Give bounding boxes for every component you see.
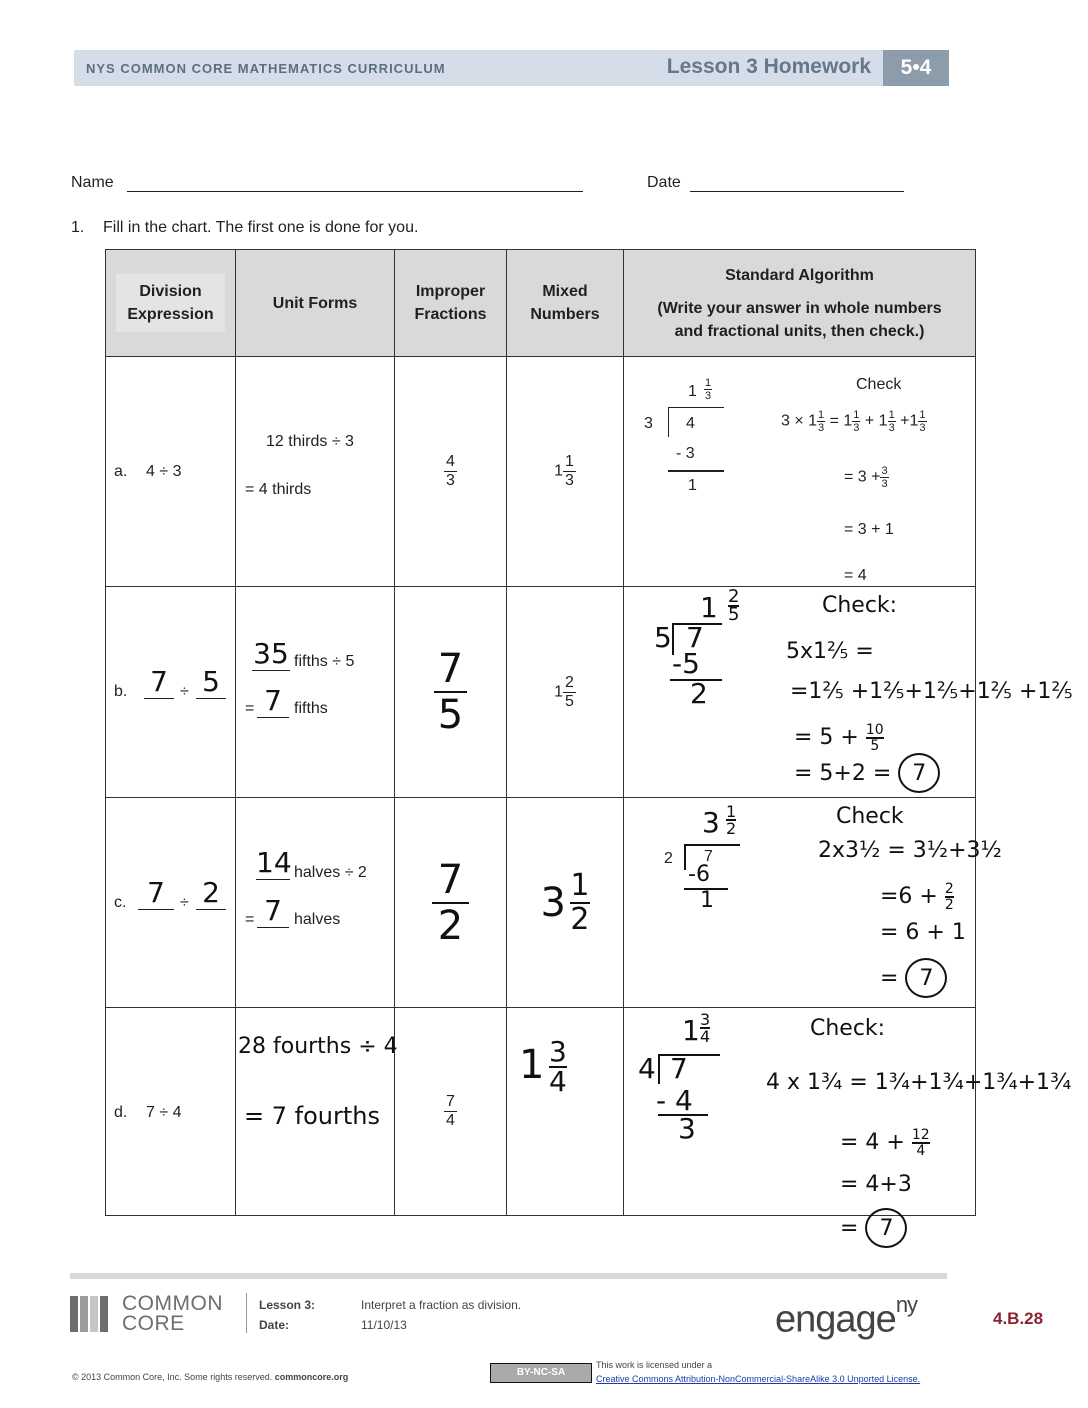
improper-fraction: $\frac{4}{3}$ <box>446 453 455 489</box>
footer-lesson-value: Interpret a fraction as division. <box>361 1298 522 1312</box>
cell-mixed[interactable]: 1 3 4 <box>507 1008 624 1216</box>
header-bar <box>74 50 949 86</box>
logo-bar <box>90 1296 98 1332</box>
answer-circle: 7 <box>865 1208 907 1248</box>
improper-fraction: $\frac{7}{2}$ <box>432 858 469 948</box>
cell-mixed[interactable]: 3 $\frac{1}{2}$ <box>507 798 624 1008</box>
cell-expression: d. 7 ÷ 4 <box>106 1008 236 1216</box>
mixed-fraction: $\frac{1}{2}$ <box>570 867 590 937</box>
logo-bar <box>100 1296 108 1332</box>
mixed-fraction: $\frac{2}{5}$ <box>565 673 574 710</box>
engageny-logo: engage$^{ny}$ <box>775 1292 918 1341</box>
question-text: Fill in the chart. The first one is done for you. <box>103 219 419 236</box>
answer-circle: 7 <box>905 958 947 998</box>
name-label: Name <box>71 174 114 191</box>
cell-unit-forms[interactable]: 14 halves ÷ 2 = 7 halves <box>236 798 395 1008</box>
table-row <box>106 357 976 587</box>
cc-license-badge: BY-NC-SA <box>490 1363 592 1383</box>
division-bracket <box>668 407 724 437</box>
cell-unit-forms[interactable]: 35 fifths ÷ 5 = 7 fifths <box>236 587 395 798</box>
cell-expression[interactable]: b. 7 ÷ 5 <box>106 587 236 798</box>
cell-mixed: 1 $\frac{1}{3}$ <box>507 357 624 587</box>
header-division: Division Expression <box>106 250 236 357</box>
check-line: = 3 + $\frac{3}{3}$ <box>844 465 888 490</box>
cell-unit-forms[interactable]: 28 fourths ÷ 4 = 7 fourths <box>236 1008 395 1216</box>
improper-fraction: $\frac{7}{5}$ <box>434 647 467 737</box>
date-field[interactable] <box>690 191 904 192</box>
answer-circle: 7 <box>898 753 940 793</box>
fraction-chart <box>105 249 1073 1241</box>
common-core-logo: COMMON CORE <box>70 1296 110 1332</box>
header-mixed: Mixed Numbers <box>507 250 624 357</box>
table-row <box>106 798 976 1008</box>
logo-bar <box>70 1296 78 1332</box>
cell-algorithm[interactable]: 1 2 5 5 7 -5 2 Check: 5x1⅖ = =1⅖ +1⅖+1⅖+1⅖ +1⅖ = 5 + $\frac{10}{5}$ = 5+2 = 7 <box>624 587 976 798</box>
footer-date-label: Date: <box>259 1318 290 1332</box>
cell-improper <box>395 1008 507 1216</box>
header-algorithm: Standard Algorithm (Write your answer in whole numbers and fractional units, then check.) <box>624 250 976 357</box>
lesson-title: Lesson 3 Homework <box>666 55 871 78</box>
module-tag: 5•4 <box>883 50 949 86</box>
footer-date-value: 11/10/13 <box>361 1318 407 1332</box>
improper-fraction: $\frac{7}{4}$ <box>446 1093 455 1129</box>
footer-lesson-label: Lesson 3: <box>259 1298 316 1312</box>
cell-improper[interactable] <box>395 798 507 1008</box>
footer-divider <box>70 1273 947 1279</box>
page-number: 4.B.28 <box>993 1309 1044 1328</box>
question-number: 1. <box>71 219 85 236</box>
cell-mixed: 1 $\frac{2}{5}$ <box>507 587 624 798</box>
table-row <box>106 1008 976 1216</box>
cell-unit-forms: 12 thirds ÷ 3 = 4 thirds <box>236 357 395 587</box>
header-improper: Improper Fractions <box>395 250 507 357</box>
mixed-fraction: 3 4 <box>549 1035 567 1098</box>
cell-improper[interactable] <box>395 587 507 798</box>
cell-expression: a. 4 ÷ 3 <box>106 357 236 587</box>
license-link[interactable]: Creative Commons Attribution-NonCommercial-ShareAlike 3.0 Unported License. <box>596 1374 921 1384</box>
cell-improper <box>395 357 507 587</box>
cell-algorithm[interactable]: 3 1 2 2 7 -6 1 Check 2x3½ = 3½+3½ =6 + $\frac{2}{2}$ = 6 + 1 = 7 <box>624 798 976 1008</box>
name-field[interactable] <box>127 191 583 192</box>
date-label: Date <box>647 174 681 191</box>
table-row <box>106 587 976 798</box>
mixed-fraction: $\frac{1}{3}$ <box>565 453 574 489</box>
cell-algorithm[interactable]: 1 3 4 4 7 - 4 3 Check: 4 x 1¾ = 1¾+1¾+1¾+1¾ = 4 + $\frac{12}{4}$ = 4+3 = 7 <box>624 1008 976 1216</box>
header-unit-forms: Unit Forms <box>236 250 395 357</box>
division-bracket <box>658 1054 720 1084</box>
cell-expression[interactable]: c. 7 ÷ 2 <box>106 798 236 1008</box>
footer-separator <box>246 1293 247 1333</box>
cell-algorithm: 1 1 3 3 4 - 3 1 Check 3 × 1 $\frac{1}{3}$ = 1 $\frac{1}{3}$ + 1 $\frac{1}{3}$ +1 $\frac{1}{3}$ = 3 + $\frac{3}{3}$ = 3 + 1 = 4 <box>624 357 976 587</box>
check-line: 3 × 1 $\frac{1}{3}$ = 1 $\frac{1}{3}$ + 1 $\frac{1}{3}$ +1 $\frac{1}{3}$ <box>781 409 926 434</box>
copyright: © 2013 Common Core, Inc. Some rights reserved. commoncore.org <box>72 1372 349 1382</box>
license-intro: This work is licensed under a <box>596 1360 713 1370</box>
curriculum-title: NYS COMMON CORE MATHEMATICS CURRICULUM <box>86 61 446 76</box>
logo-bar <box>80 1296 88 1332</box>
